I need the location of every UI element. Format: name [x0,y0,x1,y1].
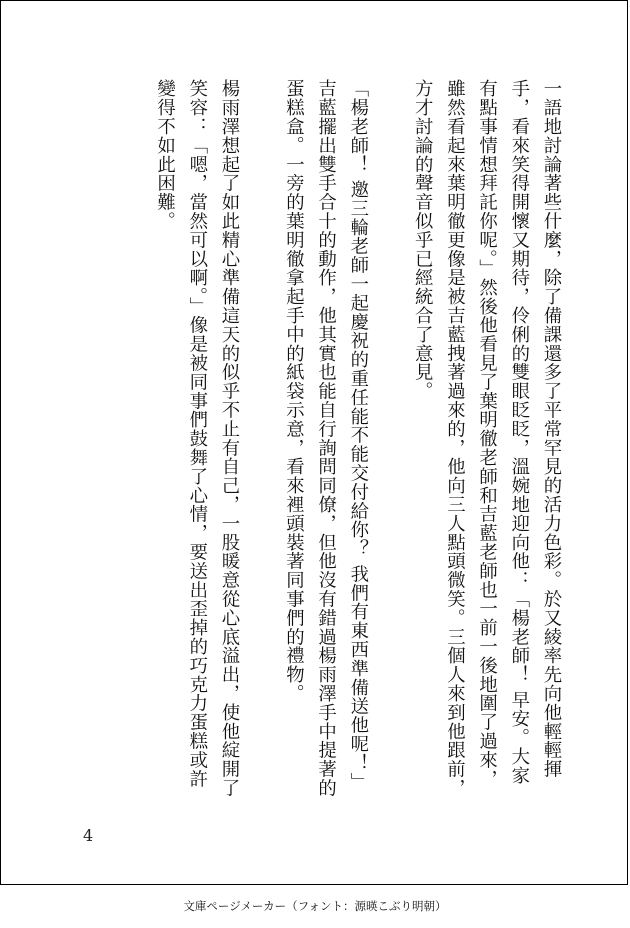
paragraph-2: 「楊老師！ 邀三輪老師一起慶祝的重任能不能交付給你？ 我們有東西準備送他呢！」吉藍擺出雙手合十的動作，他其實也能自行詢問同僚，但他沒有錯過楊雨澤手中提著的蛋糕盒。一旁的葉明徹拿起手中的紙袋示意，看來裡頭裝著同事們的禮物。 [283,79,369,798]
paragraph-3: 楊雨澤想起了如此精心準備這天的似乎不止有自己，一股暖意從心底溢出，使他綻開了笑容：「嗯，當然可以啊。」像是被同事們鼓舞了心情，要送出歪掉的巧克力蛋糕或許變得不如此困難。 [154,79,240,798]
footer-credit: 文庫ページメーカー（フォント：源暎こぶり明朝） [183,899,447,913]
vertical-text-body [148,79,567,799]
paragraph-1: 一語地討論著些什麼，除了備課還多了平常罕見的活力色彩。於又綾率先向他輕輕揮手，看來笑得開懷又期待，伶俐的雙眼眨眨，溫婉地迎向他：「楊老師！ 早安。大家有點事情想拜託你呢。」然後他看見了葉明徹老師和吉藍老師也一前一後地圍了過來，雖然看起來葉明徹更像是被吉藍拽著過來的，他向三人點頭微笑。三個人來到他跟前，方才討論的聲音似乎已經統合了意見。 [412,79,562,798]
page-number: 4 [83,826,94,845]
